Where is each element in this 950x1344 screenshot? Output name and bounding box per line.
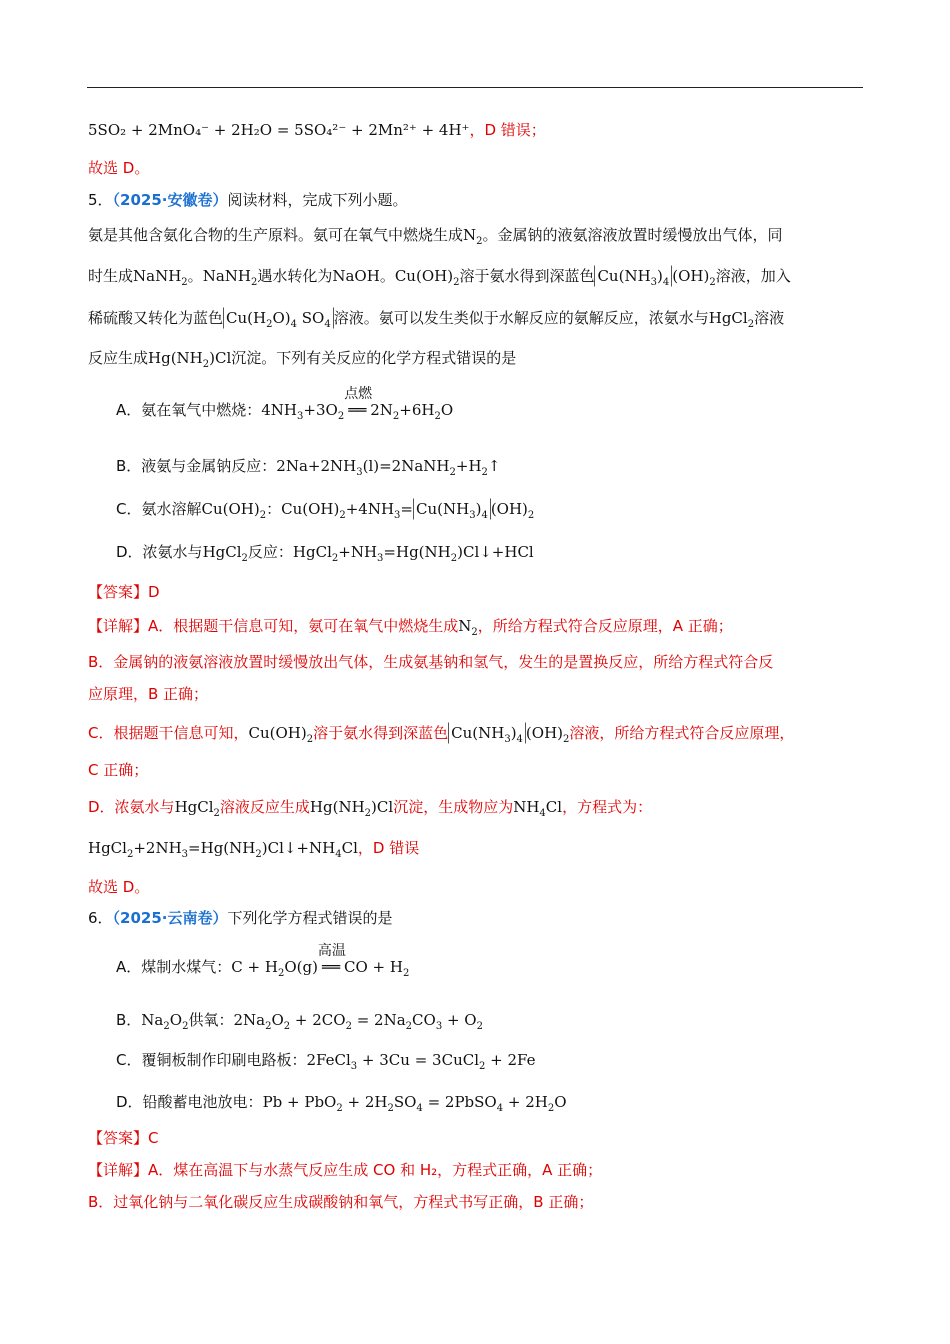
option-label: D．铅酸蓄电池放电： bbox=[116, 1093, 263, 1111]
detail-line-3: 应原理，B 正确； bbox=[88, 685, 209, 703]
formula: HgCl$_2$ bbox=[708, 309, 755, 330]
text: 反应： bbox=[247, 543, 293, 561]
material-line-1 bbox=[88, 225, 783, 245]
detail-line-1 bbox=[88, 1160, 602, 1180]
verdict: ，D 错误； bbox=[469, 121, 546, 139]
answer-label: 【答案】 bbox=[88, 583, 149, 601]
choose-line: 故选 D。 bbox=[88, 159, 150, 177]
formula: $NH_4Cl$ bbox=[513, 798, 563, 819]
material-line-3 bbox=[88, 307, 784, 329]
choose-line: 故选 D。 bbox=[88, 878, 150, 896]
condition: 点燃 bbox=[344, 386, 373, 402]
option-b bbox=[116, 1010, 483, 1030]
question-stem: 阅读材料，完成下列小题。 bbox=[227, 191, 408, 209]
question-number: 5． bbox=[88, 191, 113, 209]
text: A．煤在高温下与水蒸气反应生成 CO 和 H₂，方程式正确，A 正确； bbox=[148, 1161, 603, 1179]
option-label: B．液氨与金属钠反应： bbox=[116, 457, 277, 475]
option-label: A．煤制水煤气： bbox=[116, 958, 232, 976]
option-b bbox=[116, 456, 500, 476]
text: 时生成 bbox=[88, 267, 134, 285]
text: D．浓氨水与 bbox=[88, 798, 175, 816]
text: 溶液反应生成 bbox=[219, 798, 310, 816]
formula: NaNH$_2$ bbox=[133, 267, 188, 288]
answer-line bbox=[88, 582, 160, 602]
option-label: C．覆铜板制作印刷电路板： bbox=[116, 1051, 307, 1069]
formula: $N_2$ bbox=[458, 617, 478, 638]
detail-line-2: B．过氧化钠与二氧化碳反应生成碳酸钠和氧气，方程式书写正确，B 正确； bbox=[88, 1193, 594, 1211]
question-source: （2025·云南卷） bbox=[112, 909, 228, 927]
formula: NaOH bbox=[332, 267, 380, 285]
option-label: C．氨水溶解 bbox=[116, 500, 202, 518]
formula: $Cu(OH)_2$ bbox=[201, 500, 267, 521]
text: 遇水转化为 bbox=[257, 267, 333, 285]
option-label: A．氨在氧气中燃烧： bbox=[116, 401, 262, 419]
header-rule bbox=[87, 87, 863, 88]
option-label: B． bbox=[116, 1011, 142, 1029]
equation: $2Na+2NH_3(l)=2NaNH_2+H_2↑$ bbox=[276, 457, 501, 478]
formula: $Cu(OH)_2$ bbox=[248, 724, 314, 745]
text: ，方程式为： bbox=[562, 798, 653, 816]
equation: $Cu(OH)_2+4NH_3= Cu(NH_3)_4$ $(OH)_2$ bbox=[281, 500, 535, 521]
question-6-title bbox=[88, 908, 393, 928]
equation: $HgCl_2+NH_3=Hg(NH_2)Cl↓+HCl$ bbox=[292, 543, 534, 564]
text: ，所给方程式符合反应原理，A 正确； bbox=[477, 617, 733, 635]
answer-value: D bbox=[148, 583, 160, 601]
text: 。 bbox=[379, 267, 395, 285]
formula: $Na_2O_2$ bbox=[141, 1011, 189, 1032]
formula: NaNH$_2$ bbox=[202, 267, 258, 288]
text: 。金属钠的液氨溶液放置时缓慢放出气体，同 bbox=[482, 226, 783, 244]
answer-label: 【答案】 bbox=[88, 1129, 149, 1147]
detail-label: 【详解】 bbox=[88, 617, 149, 635]
question-5-title bbox=[88, 190, 408, 210]
equation: $2Na_2O_2 + 2CO_2 = 2Na_2CO_3 + O_2$ bbox=[233, 1011, 483, 1032]
formula: HgCl$_2$ bbox=[202, 543, 248, 564]
text: ，D 错误 bbox=[357, 839, 420, 857]
question-stem: 下列化学方程式错误的是 bbox=[227, 909, 393, 927]
option-a bbox=[116, 943, 410, 979]
text: 沉淀。下列有关反应的化学方程式错误的是 bbox=[231, 349, 517, 367]
formula: $Cu(OH)_2$ bbox=[394, 267, 460, 288]
option-d bbox=[116, 1092, 567, 1112]
option-label: D．浓氨水与 bbox=[116, 543, 203, 561]
detail-line-6 bbox=[88, 797, 652, 817]
formula: $N_2$ bbox=[463, 226, 483, 247]
text: ： bbox=[266, 500, 282, 518]
detail-label: 【详解】 bbox=[88, 1161, 149, 1179]
text: 氨是其他含氨化合物的生产原料。氨可在氧气中燃烧生成 bbox=[88, 226, 464, 244]
text: 供氧： bbox=[188, 1011, 234, 1029]
formula: $Hg(NH_2)Cl$ bbox=[148, 349, 232, 370]
question-number: 6． bbox=[88, 909, 113, 927]
option-d bbox=[116, 542, 534, 562]
equation: 2FeCl$_3$ + 3Cu = 3CuCl$_2$ + 2Fe bbox=[306, 1051, 536, 1072]
detail-line-2: B．金属钠的液氨溶液放置时缓慢放出气体，生成氨基钠和氢气，发生的是置换反应，所给方程式符合反 bbox=[88, 653, 774, 671]
text: 。 bbox=[187, 267, 203, 285]
formula: $Cu(NH_3)_4$ $(OH)_2$ bbox=[448, 724, 569, 742]
question-source: （2025·安徽卷） bbox=[112, 191, 228, 209]
equation: $HgCl_2+2NH_3=Hg(NH_2)Cl↓+NH_4Cl$ bbox=[88, 839, 358, 860]
answer-line bbox=[88, 1128, 159, 1148]
text: 溶液 bbox=[754, 309, 785, 327]
equation: $4NH_3+3O_2$ 点燃 ══ $2N_2+6H_2O$ bbox=[261, 386, 454, 422]
text: 溶于氨水得到深蓝色 bbox=[459, 267, 595, 285]
formula: HgCl$_2$ bbox=[174, 798, 220, 819]
detail-line-4 bbox=[88, 722, 794, 744]
material-line-4 bbox=[88, 348, 516, 368]
condition: 高温 bbox=[317, 943, 346, 959]
text: 溶液，所给方程式符合反应原理， bbox=[569, 724, 795, 742]
text: 溶液，加入 bbox=[715, 267, 791, 285]
text: A．根据题干信息可知，氨可在氧气中燃烧生成 bbox=[148, 617, 459, 635]
detail-line-5: C 正确； bbox=[88, 761, 149, 779]
formula: $Hg(NH_2)Cl$ bbox=[309, 798, 394, 819]
material-line-2 bbox=[88, 265, 791, 287]
option-c bbox=[116, 498, 534, 520]
previous-answer-line bbox=[88, 120, 546, 140]
text: 溶液。氨可以发生类似于水解反应的氨解反应，浓氨水与 bbox=[333, 309, 709, 327]
answer-value: C bbox=[148, 1129, 159, 1147]
detail-line-7 bbox=[88, 838, 419, 858]
text: 反应生成 bbox=[88, 349, 149, 367]
option-c bbox=[116, 1050, 536, 1070]
formula: $Cu(H_2O)_4$ $SO_4$ bbox=[223, 309, 334, 327]
text: 溶于氨水得到深蓝色 bbox=[313, 724, 449, 742]
equation: $Pb + PbO_2 + 2H_2SO_4$ = 2PbSO$_4$ + $2H_2O$ bbox=[262, 1093, 567, 1114]
detail-line-1 bbox=[88, 616, 733, 636]
option-a bbox=[116, 386, 454, 422]
equation: $C + H_2O(g)$ 高温 ══ CO + $H_2$ bbox=[231, 943, 410, 979]
text: 沉淀，生成物应为 bbox=[393, 798, 514, 816]
equation: 5SO₂ + 2MnO₄⁻ + 2H₂O = 5SO₄²⁻ + 2Mn²⁺ + 4H⁺ bbox=[88, 121, 470, 139]
text: C．根据题干信息可知， bbox=[88, 724, 249, 742]
formula: $Cu(NH_3)_4$ $(OH)_2$ bbox=[594, 267, 715, 285]
text: 稀硫酸又转化为蓝色 bbox=[88, 309, 224, 327]
